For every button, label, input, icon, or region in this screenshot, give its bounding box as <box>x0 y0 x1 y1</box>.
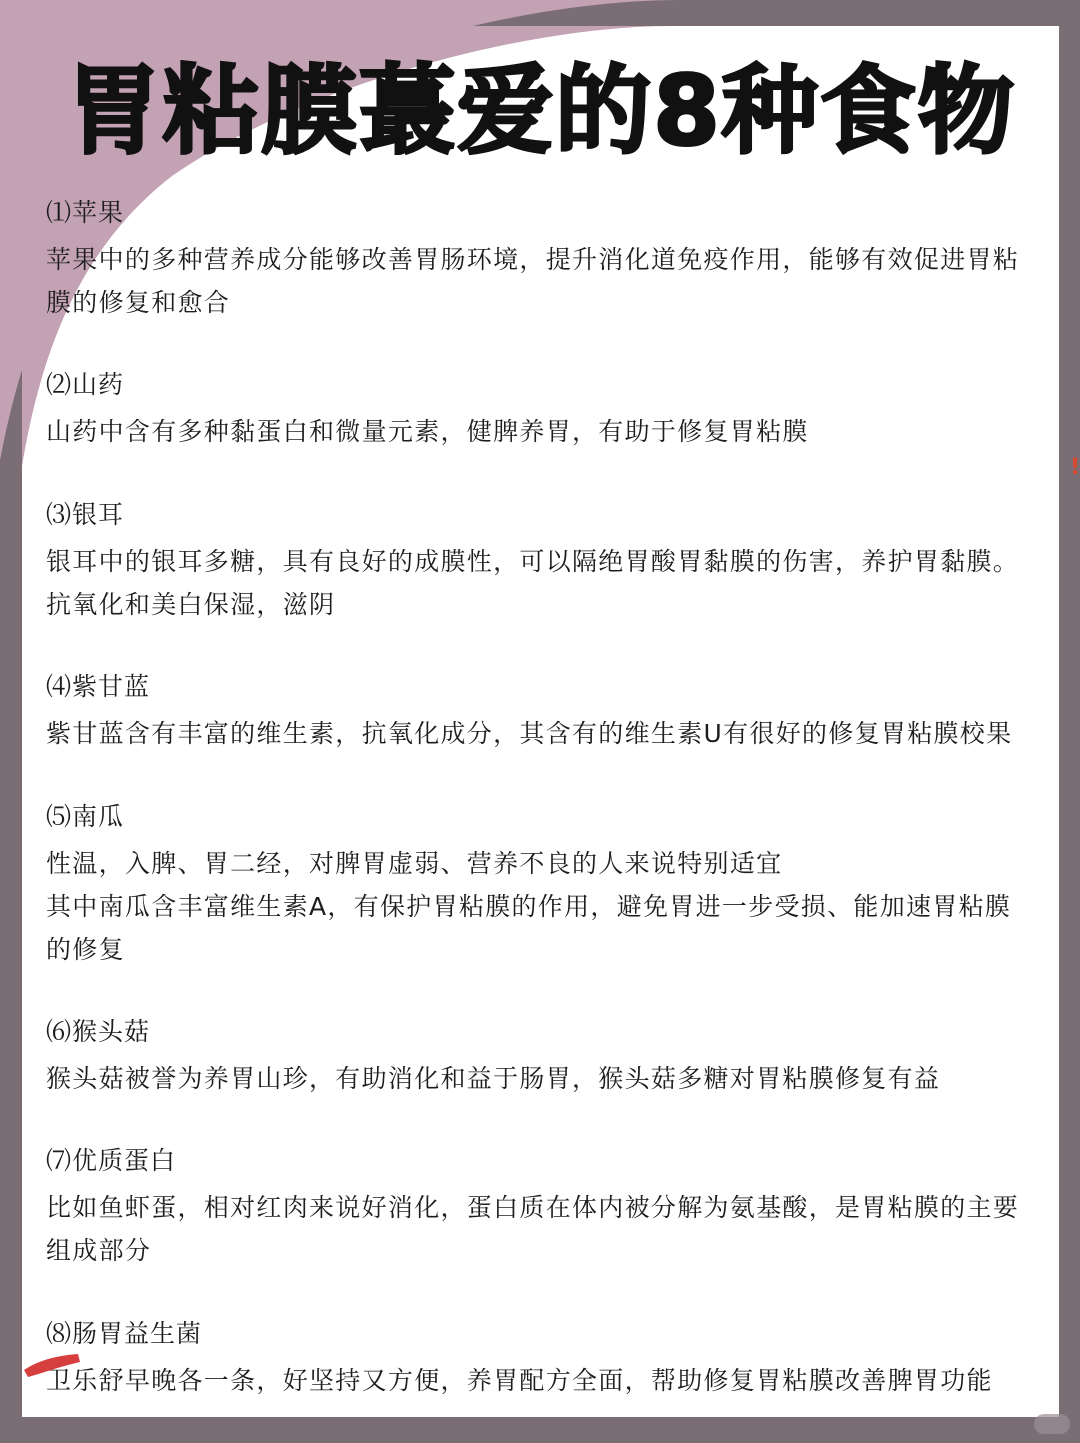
food-item-text: 山药中含有多种黏蛋白和微量元素，健脾养胃，有助于修复胃粘膜 <box>46 417 809 446</box>
page-title: 胃粘膜蕞爱的8种食物 <box>65 55 1016 167</box>
food-item-text: 抗氧化和美白保湿，滋阴 <box>46 590 336 619</box>
food-item-text: 组成部分 <box>46 1236 152 1265</box>
food-item-text: 性温，入脾、胃二经，对脾胃虚弱、营养不良的人来说特别适宜 <box>46 849 783 878</box>
food-item-purple-cabbage <box>46 670 1036 755</box>
food-item-text: 其中南瓜含丰富维生素A，有保护胃粘膜的作用，避免胃进一步受损、能加速胃粘膜 <box>46 892 1012 921</box>
food-item-hericium <box>46 1015 1036 1100</box>
food-item-heading: ⑷紫甘蓝 <box>46 672 151 701</box>
food-item-heading: ⑹猴头菇 <box>46 1017 151 1046</box>
food-item-yam <box>46 368 1036 453</box>
food-item-text: 膜的修复和愈合 <box>46 288 231 317</box>
food-item-heading: ⑺优质蛋白 <box>46 1146 177 1175</box>
watermark-badge <box>1034 1414 1070 1434</box>
food-item-text: 紫甘蓝含有丰富的维生素，抗氧化成分，其含有的维生素U有很好的修复胃粘膜校果 <box>46 719 1013 748</box>
exclamation-mark-icon: ! <box>1070 455 1080 480</box>
food-item-heading: ⑵山药 <box>46 370 125 399</box>
food-item-text: 猴头菇被誉为养胃山珍，有助消化和益于肠胃，猴头菇多糖对胃粘膜修复有益 <box>46 1064 941 1093</box>
food-item-apple <box>46 196 1036 324</box>
food-item-heading: ⑸南瓜 <box>46 802 125 831</box>
food-item-heading: ⑶银耳 <box>46 500 125 529</box>
food-item-text: 卫乐舒早晚各一条，好坚持又方便，养胃配方全面，帮助修复胃粘膜改善脾胃功能 <box>46 1366 993 1395</box>
food-item-text: 苹果中的多种营养成分能够改善胃肠环境，提升消化道免疫作用，能够有效促进胃粘 <box>46 245 1020 274</box>
food-item-text: 银耳中的银耳多糖，具有良好的成膜性，可以隔绝胃酸胃黏膜的伤害，养护胃黏膜。 <box>46 547 1020 576</box>
food-item-heading: ⑴苹果 <box>46 198 125 227</box>
food-item-protein <box>46 1144 1036 1272</box>
food-item-pumpkin <box>46 800 1036 971</box>
food-item-probiotics <box>46 1317 1036 1402</box>
food-item-text: 比如鱼虾蛋，相对红肉来说好消化，蛋白质在体内被分解为氨基酸，是胃粘膜的主要 <box>46 1193 1020 1222</box>
food-item-text: 的修复 <box>46 935 125 964</box>
food-item-heading: ⑻肠胃益生菌 <box>46 1319 203 1348</box>
content-card <box>22 26 1059 1417</box>
food-item-white-fungus <box>46 498 1036 626</box>
red-brush-stroke <box>22 1350 82 1378</box>
